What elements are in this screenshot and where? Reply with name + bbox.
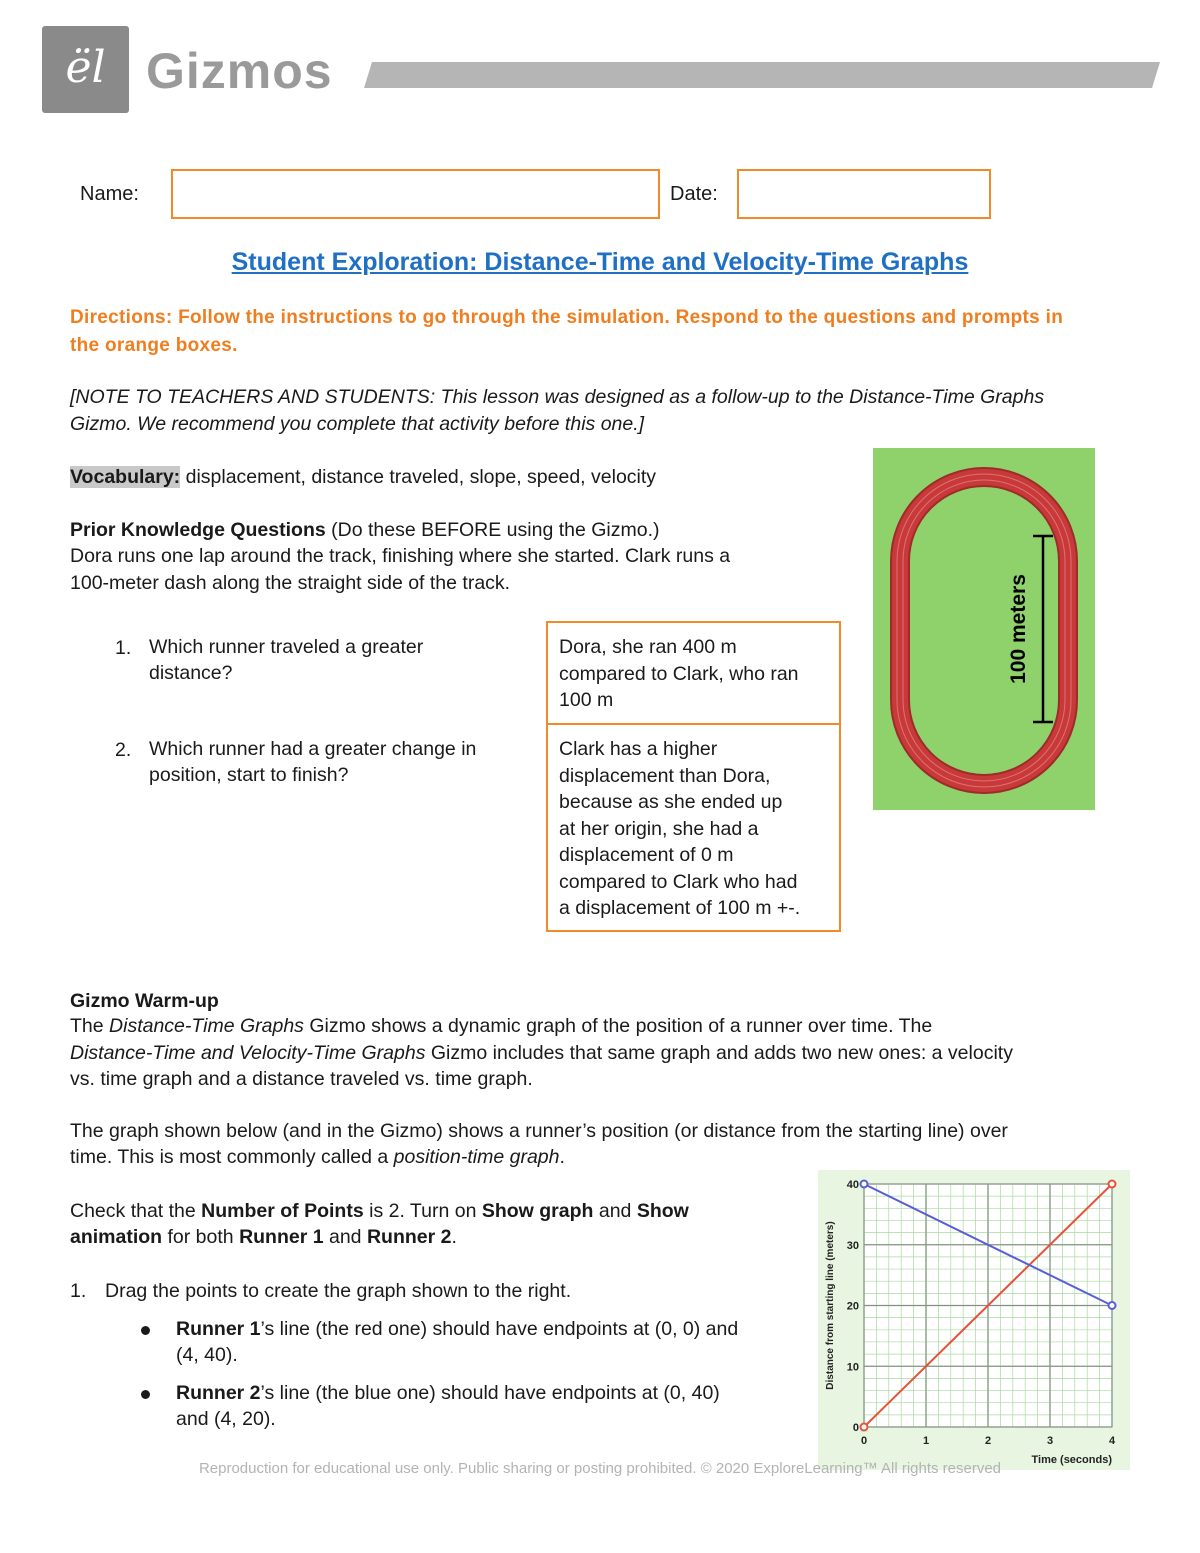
answer-2-line: displacement than Dora, [559, 764, 771, 787]
warmup-p1-line-1 [70, 1013, 932, 1040]
y-tick-label: 30 [846, 1239, 859, 1252]
question-1-line-1: Which runner traveled a greater [149, 636, 424, 658]
series-point [861, 1181, 868, 1188]
directions-text: Directions: Follow the instructions to go through the simulation. Respond to the questions and prompts in the orange boxes. [70, 307, 1064, 356]
x-tick-label: 0 [860, 1435, 868, 1447]
warmup-p2-period: . [559, 1146, 565, 1168]
prior-knowledge-intro-1: Dora runs one lap around the track, finishing where she started. Clark runs a [70, 545, 731, 567]
page-title: Student Exploration: Distance-Time and Velocity-Time Graphs [231, 248, 969, 276]
p1-run: Distance-Time Graphs [109, 1015, 304, 1037]
copyright-footer: Reproduction for educational use only. Public sharing or posting prohibited. © 2020 ExploreLearning™ All rights reserved [198, 1460, 1002, 1477]
step-1-text: Drag the points to create the graph shown to the right. [105, 1280, 572, 1302]
p3_line1-run: is 2. Turn on [363, 1200, 482, 1222]
p3_line2-run: and [323, 1226, 367, 1248]
bullet-1-line-1 [176, 1316, 738, 1343]
x-tick-label: 4 [1108, 1435, 1116, 1447]
answer-2-line: displacement of 0 m [559, 844, 734, 866]
p3_line1-run: Check that the [70, 1200, 202, 1222]
name-field[interactable] [171, 169, 660, 219]
runner-2-label: Runner 2 [176, 1382, 261, 1404]
prior-knowledge-title: Prior Knowledge Questions [70, 519, 326, 541]
y-tick-label: 40 [846, 1179, 859, 1191]
bullet-1-line-2: (4, 40). [176, 1344, 238, 1366]
answer-1-line: compared to Clark, who ran [559, 662, 799, 685]
prior-knowledge-note: (Do these BEFORE using the Gizmo.) [325, 519, 660, 541]
brand-name: Gizmos [146, 43, 333, 99]
bullet-dot [141, 1390, 150, 1399]
bullet-1-text: ’s line (the red one) should have endpoints at (0, 0) and [260, 1318, 739, 1340]
teacher-note: [NOTE TO TEACHERS AND STUDENTS: This lesson was designed as a follow-up to the Distance-Time Graphs Gizmo. We recommend you complete that activity before this one.] [70, 386, 1045, 435]
p3_line1-run: and [593, 1200, 637, 1222]
series-point [1109, 1181, 1116, 1188]
answer-box-1[interactable] [546, 621, 841, 725]
answer-2-line: compared to Clark who had [559, 870, 798, 893]
warmup-p2-line-2 [70, 1144, 565, 1171]
step-1-number: 1. [70, 1280, 87, 1302]
bullet-dot [141, 1326, 150, 1335]
y-axis-label: Distance from starting line (meters) [825, 1221, 836, 1390]
date-label: Date: [670, 183, 718, 205]
position-time-chart [818, 1170, 1130, 1470]
p3_line2-run: Runner 2 [366, 1226, 452, 1248]
x-tick-label: 1 [922, 1435, 930, 1447]
p1_line2-run: Distance-Time and Velocity-Time Graphs [70, 1042, 426, 1064]
series-point [861, 1424, 868, 1431]
warmup-heading: Gizmo Warm-up [70, 990, 219, 1012]
p3_line2-run: for both [162, 1226, 240, 1248]
question-number: 1. [115, 637, 132, 659]
warmup-p1-line-2 [70, 1040, 1013, 1067]
track-distance-label: 100 meters [1007, 574, 1030, 684]
x-axis-label: Time (seconds) [1031, 1454, 1112, 1466]
bullet-2-line-1 [176, 1380, 720, 1407]
x-tick-label: 2 [984, 1435, 992, 1447]
header-stripe [0, 0, 1200, 120]
vocabulary-terms: displacement, distance traveled, slope, speed, velocity [180, 466, 657, 488]
p1-run: Gizmo shows a dynamic graph of the position of a runner over time. The [303, 1015, 933, 1037]
running-track-image [873, 448, 1095, 810]
p3_line2-run: Runner 1 [239, 1226, 324, 1248]
y-tick-label: 20 [846, 1300, 859, 1313]
warmup-p1-line-3: vs. time graph and a distance traveled vs. time graph. [70, 1068, 533, 1090]
answer-2-line: Clark has a higher [559, 738, 718, 760]
p1-run: The [70, 1015, 110, 1037]
answer-2-line: a displacement of 100 m +-. [559, 897, 801, 919]
vocabulary-label: Vocabulary: [70, 466, 181, 488]
question-1-line-2: distance? [149, 662, 233, 684]
prior-knowledge-intro-2: 100-meter dash along the straight side of the track. [70, 572, 511, 594]
answer-box-2[interactable] [546, 723, 841, 932]
chart-svg [818, 1170, 1130, 1470]
question-number: 2. [115, 739, 132, 761]
p3_line2-run: . [451, 1226, 457, 1248]
answer-2-line: because as she ended up [559, 791, 783, 813]
question-2-line-1: Which runner had a greater change in [149, 738, 477, 760]
x-tick-label: 3 [1046, 1435, 1054, 1447]
answer-1-line: Dora, she ran 400 m [559, 636, 737, 658]
p3_line1-run: Show [636, 1200, 689, 1222]
date-field[interactable] [737, 169, 991, 219]
runner-1-label: Runner 1 [176, 1318, 261, 1340]
p3_line2-run: animation [70, 1226, 163, 1248]
question-2-line-2: position, start to finish? [149, 764, 349, 786]
p3_line1-run: Show graph [481, 1200, 594, 1222]
warmup-p3-line-2 [70, 1224, 457, 1251]
vocabulary-line [70, 464, 656, 491]
explorelearning-logo: ël [65, 42, 106, 93]
running-track-drawing [873, 448, 1095, 810]
warmup-p3-line-1 [70, 1198, 689, 1225]
p1_line2-run: Gizmo includes that same graph and adds two new ones: a velocity [425, 1042, 1013, 1064]
answer-2-line: at her origin, she had a [559, 817, 759, 840]
bullet-2-line-2: and (4, 20). [176, 1408, 276, 1430]
warmup-p2-line-1: The graph shown below (and in the Gizmo) shows a runner’s position (or distance from the starting line) over [70, 1120, 1008, 1142]
name-label: Name: [80, 183, 139, 205]
position-time-term: position-time graph [393, 1146, 560, 1168]
answer-1-line: 100 m [559, 689, 614, 711]
y-tick-label: 0 [852, 1422, 859, 1434]
y-tick-label: 10 [846, 1361, 859, 1374]
series-point [1109, 1302, 1116, 1309]
bullet-2-text: ’s line (the blue one) should have endpoints at (0, 40) [260, 1382, 720, 1404]
warmup-p2-text: time. This is most commonly called a [70, 1146, 394, 1168]
prior-knowledge-heading [70, 517, 660, 544]
p3_line1-run: Number of Points [201, 1200, 364, 1222]
